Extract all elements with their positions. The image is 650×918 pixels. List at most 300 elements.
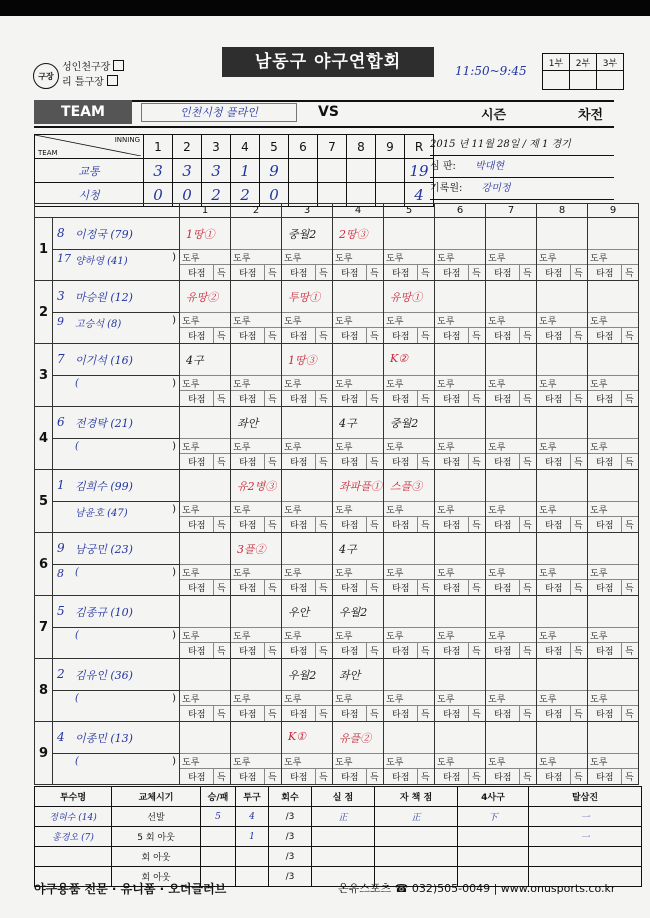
plate-box — [486, 722, 537, 785]
stolen-base-label: 도루 — [233, 254, 251, 264]
sub-name: ( — [75, 756, 79, 767]
pitcher-er — [375, 827, 458, 847]
rbi-label: 타점 — [341, 458, 359, 468]
rbi-label: 타점 — [443, 395, 461, 405]
at-bat-result: 중월2 — [390, 417, 419, 430]
pitcher-wl — [201, 847, 236, 867]
at-bat-result: 4구 — [339, 417, 357, 430]
rbi-label: 타점 — [341, 584, 359, 594]
plate-box — [180, 596, 231, 659]
run-label: 득 — [268, 584, 277, 594]
run-label: 득 — [421, 269, 430, 279]
inning-score — [289, 159, 318, 183]
stolen-base-label: 도루 — [335, 254, 353, 264]
player-name: 김희수 (99) — [75, 480, 133, 493]
inning-col-header: 5 — [384, 204, 435, 218]
run-label: 득 — [472, 395, 481, 405]
stolen-base-label: 도루 — [437, 254, 455, 264]
plate-box — [384, 659, 435, 722]
pitcher-col-header: 4사구 — [458, 787, 529, 807]
plate-box — [435, 218, 486, 281]
plate-box — [333, 722, 384, 785]
pitcher-change: 회 아웃 — [112, 867, 201, 887]
player-number: 8 — [57, 226, 65, 240]
at-bat-result: 우월2 — [288, 669, 317, 682]
stolen-base-label: 도루 — [182, 380, 200, 390]
player-name: 전경탁 (21) — [75, 417, 133, 430]
stolen-base-label: 도루 — [182, 632, 200, 642]
rbi-label: 타점 — [596, 521, 614, 531]
plate-box — [180, 281, 231, 344]
team-label: TEAM — [34, 100, 132, 124]
plate-box — [537, 659, 588, 722]
player-number: 6 — [57, 415, 65, 429]
plate-box — [180, 344, 231, 407]
rbi-label: 타점 — [596, 269, 614, 279]
run-label: 득 — [472, 584, 481, 594]
inning-score: 4 — [405, 183, 434, 207]
run-label: 득 — [319, 710, 328, 720]
rbi-label: 타점 — [188, 458, 206, 468]
run-label: 득 — [268, 710, 277, 720]
inning-number: 4 — [231, 135, 260, 159]
rbi-label: 타점 — [392, 647, 410, 657]
stolen-base-label: 도루 — [437, 632, 455, 642]
pitcher-inn: /3 — [269, 827, 312, 847]
plate-box — [588, 533, 639, 596]
inning-number: 6 — [289, 135, 318, 159]
plate-box — [588, 659, 639, 722]
player-cell — [53, 659, 180, 722]
plate-box — [333, 533, 384, 596]
stolen-base-label: 도루 — [539, 632, 557, 642]
period-cell — [597, 71, 624, 90]
inning-col-header: 4 — [333, 204, 384, 218]
stolen-base-label: 도루 — [590, 443, 608, 453]
plate-box — [486, 281, 537, 344]
rbi-label: 타점 — [494, 773, 512, 783]
rbi-label: 타점 — [239, 521, 257, 531]
rbi-label: 타점 — [494, 584, 512, 594]
pitcher-change: 5 회 아웃 — [112, 827, 201, 847]
rbi-label: 타점 — [494, 395, 512, 405]
stolen-base-label: 도루 — [539, 695, 557, 705]
stolen-base-label: 도루 — [233, 695, 251, 705]
run-label: 득 — [268, 332, 277, 342]
inning-col-header: 9 — [588, 204, 639, 218]
plate-box — [435, 659, 486, 722]
stolen-base-label: 도루 — [233, 380, 251, 390]
close-paren: ) — [172, 378, 176, 389]
pitcher-inn: /3 — [269, 807, 312, 827]
plate-box — [588, 344, 639, 407]
stolen-base-label: 도루 — [386, 569, 404, 579]
rbi-label: 타점 — [443, 458, 461, 468]
plate-box — [384, 533, 435, 596]
run-label: 득 — [319, 584, 328, 594]
player-number: 1 — [57, 478, 65, 492]
rbi-label: 타점 — [545, 647, 563, 657]
rbi-label: 타점 — [239, 458, 257, 468]
inning-number: 7 — [318, 135, 347, 159]
batting-order: 3 — [35, 344, 53, 407]
pitcher-pitch: 4 — [236, 807, 269, 827]
pitcher-table — [34, 786, 642, 887]
run-label: 득 — [574, 584, 583, 594]
plate-box — [282, 281, 333, 344]
run-label: 득 — [268, 647, 277, 657]
batting-order: 8 — [35, 659, 53, 722]
rbi-label: 타점 — [341, 710, 359, 720]
stolen-base-label: 도루 — [386, 443, 404, 453]
rbi-label: 타점 — [545, 773, 563, 783]
pitcher-er: 正 — [375, 807, 458, 827]
rbi-label: 타점 — [341, 647, 359, 657]
run-label: 득 — [217, 584, 226, 594]
rbi-label: 타점 — [239, 395, 257, 405]
season-label: 시즌 — [481, 108, 507, 123]
plate-box — [282, 407, 333, 470]
plate-box — [180, 659, 231, 722]
rbi-label: 타점 — [443, 710, 461, 720]
inning-score: 9 — [260, 159, 289, 183]
rbi-label: 타점 — [290, 773, 308, 783]
rbi-label: 타점 — [494, 458, 512, 468]
plate-box — [282, 218, 333, 281]
inning-col-header: 1 — [180, 204, 231, 218]
sub-number: 8 — [57, 567, 64, 580]
top-bar — [0, 0, 650, 16]
run-label: 득 — [523, 395, 532, 405]
player-cell — [53, 344, 180, 407]
sub-name: 양하영 (41) — [75, 256, 128, 267]
plate-box — [588, 407, 639, 470]
rbi-label: 타점 — [188, 269, 206, 279]
run-label: 득 — [472, 647, 481, 657]
score-team: 교통 — [35, 159, 144, 183]
stolen-base-label: 도루 — [233, 506, 251, 516]
run-label: 득 — [523, 458, 532, 468]
run-label: 득 — [217, 332, 226, 342]
pitcher-col-header: 교체시기 — [112, 787, 201, 807]
plate-box — [384, 218, 435, 281]
rbi-label: 타점 — [290, 710, 308, 720]
player-number: 7 — [57, 352, 65, 366]
player-name: 김종규 (10) — [75, 606, 133, 619]
stolen-base-label: 도루 — [335, 695, 353, 705]
inning-head — [35, 135, 144, 159]
score-team: 시청 — [35, 183, 144, 207]
rbi-label: 타점 — [188, 332, 206, 342]
stolen-base-label: 도루 — [233, 632, 251, 642]
plate-box — [333, 344, 384, 407]
inning-score: 0 — [173, 183, 202, 207]
pitcher-change: 회 아웃 — [112, 847, 201, 867]
rbi-label: 타점 — [596, 647, 614, 657]
plate-box — [588, 218, 639, 281]
plate-box — [333, 470, 384, 533]
run-label: 득 — [421, 710, 430, 720]
sub-name: ( — [75, 378, 79, 389]
run-label: 득 — [472, 269, 481, 279]
run-label: 득 — [217, 269, 226, 279]
pitcher-col-header: 투수명 — [35, 787, 112, 807]
run-label: 득 — [268, 395, 277, 405]
plate-box — [231, 596, 282, 659]
stolen-base-label: 도루 — [284, 443, 302, 453]
rbi-label: 타점 — [545, 458, 563, 468]
run-label: 득 — [217, 521, 226, 531]
inning-number: 2 — [173, 135, 202, 159]
stolen-base-label: 도루 — [233, 569, 251, 579]
period-cell — [570, 71, 597, 90]
run-label: 득 — [421, 395, 430, 405]
game-date: 2015 년 11월 28일 / 제 1 경기 — [430, 134, 614, 156]
rbi-label: 타점 — [545, 521, 563, 531]
run-label: 득 — [217, 647, 226, 657]
player-cell — [53, 470, 180, 533]
stolen-base-label: 도루 — [284, 695, 302, 705]
sub-number: 17 — [57, 252, 71, 265]
rbi-label: 타점 — [392, 584, 410, 594]
venue-badge: 구장 — [33, 63, 59, 89]
rbi-label: 타점 — [443, 332, 461, 342]
run-label: 득 — [370, 395, 379, 405]
player-number: 9 — [57, 541, 65, 555]
close-paren: ) — [172, 756, 176, 767]
batting-order: 5 — [35, 470, 53, 533]
plate-box — [384, 344, 435, 407]
stolen-base-label: 도루 — [284, 758, 302, 768]
stolen-base-label: 도루 — [539, 569, 557, 579]
plate-box — [180, 407, 231, 470]
run-label: 득 — [574, 458, 583, 468]
stolen-base-label: 도루 — [539, 506, 557, 516]
run-label: 득 — [370, 269, 379, 279]
sub-name: ( — [75, 441, 79, 452]
stolen-base-label: 도루 — [386, 317, 404, 327]
rbi-label: 타점 — [392, 332, 410, 342]
run-label: 득 — [625, 458, 634, 468]
plate-box — [231, 407, 282, 470]
run-label: 득 — [574, 332, 583, 342]
run-label: 득 — [625, 395, 634, 405]
pitcher-change: 선발 — [112, 807, 201, 827]
stolen-base-label: 도루 — [488, 506, 506, 516]
rbi-label: 타점 — [188, 710, 206, 720]
rbi-label: 타점 — [596, 773, 614, 783]
inning-score: 2 — [231, 183, 260, 207]
at-bat-result: 스플③ — [390, 480, 423, 493]
rbi-label: 타점 — [392, 773, 410, 783]
run-label: 득 — [523, 647, 532, 657]
player-name: 김유인 (36) — [75, 669, 133, 682]
at-bat-result: 유땅① — [390, 291, 423, 304]
pitcher-wl: 5 — [201, 807, 236, 827]
stolen-base-label: 도루 — [182, 443, 200, 453]
plate-box — [537, 722, 588, 785]
batting-order: 1 — [35, 218, 53, 281]
rbi-label: 타점 — [443, 584, 461, 594]
pitcher-inn: /3 — [269, 867, 312, 887]
rbi-label: 타점 — [494, 710, 512, 720]
rbi-label: 타점 — [239, 332, 257, 342]
run-label: 득 — [217, 458, 226, 468]
stolen-base-label: 도루 — [488, 443, 506, 453]
plate-box — [588, 596, 639, 659]
run-label: 득 — [217, 773, 226, 783]
run-label: 득 — [217, 710, 226, 720]
pitcher-er — [375, 847, 458, 867]
checkbox-icon[interactable] — [113, 60, 124, 71]
inning-score: 0 — [144, 183, 173, 207]
rbi-label: 타점 — [188, 395, 206, 405]
stolen-base-label: 도루 — [437, 317, 455, 327]
recorder-label: 기록원: — [430, 183, 463, 194]
run-label: 득 — [523, 584, 532, 594]
rbi-label: 타점 — [392, 458, 410, 468]
run-label: 득 — [574, 773, 583, 783]
plate-box — [486, 344, 537, 407]
rbi-label: 타점 — [239, 773, 257, 783]
rbi-label: 타점 — [290, 332, 308, 342]
plate-box — [231, 722, 282, 785]
run-label: 득 — [523, 332, 532, 342]
rbi-label: 타점 — [341, 332, 359, 342]
pitcher-pitch: 1 — [236, 827, 269, 847]
run-label: 득 — [319, 395, 328, 405]
stolen-base-label: 도루 — [539, 317, 557, 327]
rbi-label: 타점 — [188, 773, 206, 783]
run-label: 득 — [370, 332, 379, 342]
pitcher-bb — [458, 827, 529, 847]
stolen-base-label: 도루 — [488, 254, 506, 264]
stolen-base-label: 도루 — [233, 443, 251, 453]
pitcher-pitch — [236, 867, 269, 887]
plate-box — [537, 218, 588, 281]
plate-box — [588, 470, 639, 533]
plate-box — [282, 659, 333, 722]
stolen-base-label: 도루 — [233, 758, 251, 768]
inning-number: 3 — [202, 135, 231, 159]
stolen-base-label: 도루 — [335, 317, 353, 327]
at-bat-result: 1땅① — [186, 228, 215, 241]
player-name: 마승원 (12) — [75, 291, 133, 304]
run-label: 득 — [421, 647, 430, 657]
inning-number: 8 — [347, 135, 376, 159]
plate-box — [231, 470, 282, 533]
pitcher-pitch — [236, 847, 269, 867]
sub-name: ( — [75, 693, 79, 704]
rbi-label: 타점 — [392, 269, 410, 279]
at-bat-result: 좌안 — [237, 417, 259, 430]
run-label: 득 — [421, 521, 430, 531]
period-2: 2부 — [570, 54, 597, 71]
pitcher-col-header: 자 책 점 — [375, 787, 458, 807]
plate-box — [435, 470, 486, 533]
rbi-label: 타점 — [239, 584, 257, 594]
stolen-base-label: 도루 — [488, 317, 506, 327]
player-number: 2 — [57, 667, 65, 681]
pitcher-col-header: 탈삼진 — [529, 787, 642, 807]
stolen-base-label: 도루 — [488, 569, 506, 579]
rbi-label: 타점 — [494, 269, 512, 279]
run-label: 득 — [268, 269, 277, 279]
sub-name: 남윤호 (47) — [75, 508, 128, 519]
run-label: 득 — [370, 521, 379, 531]
plate-box — [333, 407, 384, 470]
inning-col-header: 7 — [486, 204, 537, 218]
plate-box — [282, 596, 333, 659]
player-name: 이종민 (13) — [75, 732, 133, 745]
stolen-base-label: 도루 — [590, 380, 608, 390]
rbi-label: 타점 — [443, 521, 461, 531]
run-label: 득 — [523, 773, 532, 783]
stolen-base-label: 도루 — [182, 569, 200, 579]
run-label: 득 — [319, 332, 328, 342]
run-label: 득 — [421, 458, 430, 468]
pitcher-inn: /3 — [269, 847, 312, 867]
stolen-base-label: 도루 — [182, 695, 200, 705]
plate-box — [333, 218, 384, 281]
close-paren: ) — [172, 441, 176, 452]
plate-box — [588, 722, 639, 785]
stolen-base-label: 도루 — [284, 506, 302, 516]
inning-score: 3 — [202, 159, 231, 183]
stolen-base-label: 도루 — [386, 758, 404, 768]
player-number: 5 — [57, 604, 65, 618]
rbi-label: 타점 — [290, 584, 308, 594]
pitcher-runs: 正 — [312, 807, 375, 827]
plate-box — [486, 659, 537, 722]
batting-order: 6 — [35, 533, 53, 596]
rbi-label: 타점 — [341, 773, 359, 783]
player-cell — [53, 596, 180, 659]
player-name: 남궁민 (23) — [75, 543, 133, 556]
plate-box — [333, 281, 384, 344]
inning-col-header: 8 — [537, 204, 588, 218]
plate-box — [486, 218, 537, 281]
stolen-base-label: 도루 — [437, 506, 455, 516]
inning-score: 3 — [144, 159, 173, 183]
close-paren: ) — [172, 693, 176, 704]
stolen-base-label: 도루 — [284, 380, 302, 390]
plate-box — [486, 596, 537, 659]
plate-box — [384, 407, 435, 470]
stolen-base-label: 도루 — [182, 254, 200, 264]
rbi-label: 타점 — [545, 584, 563, 594]
stolen-base-label: 도루 — [539, 443, 557, 453]
umpire-name: 박대현 — [475, 161, 505, 172]
rbi-label: 타점 — [596, 458, 614, 468]
pitcher-name: 정혀수 (14) — [35, 807, 112, 827]
run-label: 득 — [319, 521, 328, 531]
at-bat-result: 2땅③ — [339, 228, 368, 241]
checkbox-icon[interactable] — [107, 75, 118, 86]
player-name: 이정국 (79) — [75, 228, 133, 241]
run-label: 득 — [472, 521, 481, 531]
rbi-label: 타점 — [392, 395, 410, 405]
batting-order: 9 — [35, 722, 53, 785]
round-label: 차전 — [578, 108, 604, 123]
inning-label: INNING — [114, 136, 140, 144]
plate-box — [333, 659, 384, 722]
stolen-base-label: 도루 — [590, 632, 608, 642]
at-bat-result: 투땅① — [288, 291, 321, 304]
at-bat-result: 유땅② — [186, 291, 219, 304]
run-label: 득 — [421, 773, 430, 783]
plate-box — [486, 533, 537, 596]
